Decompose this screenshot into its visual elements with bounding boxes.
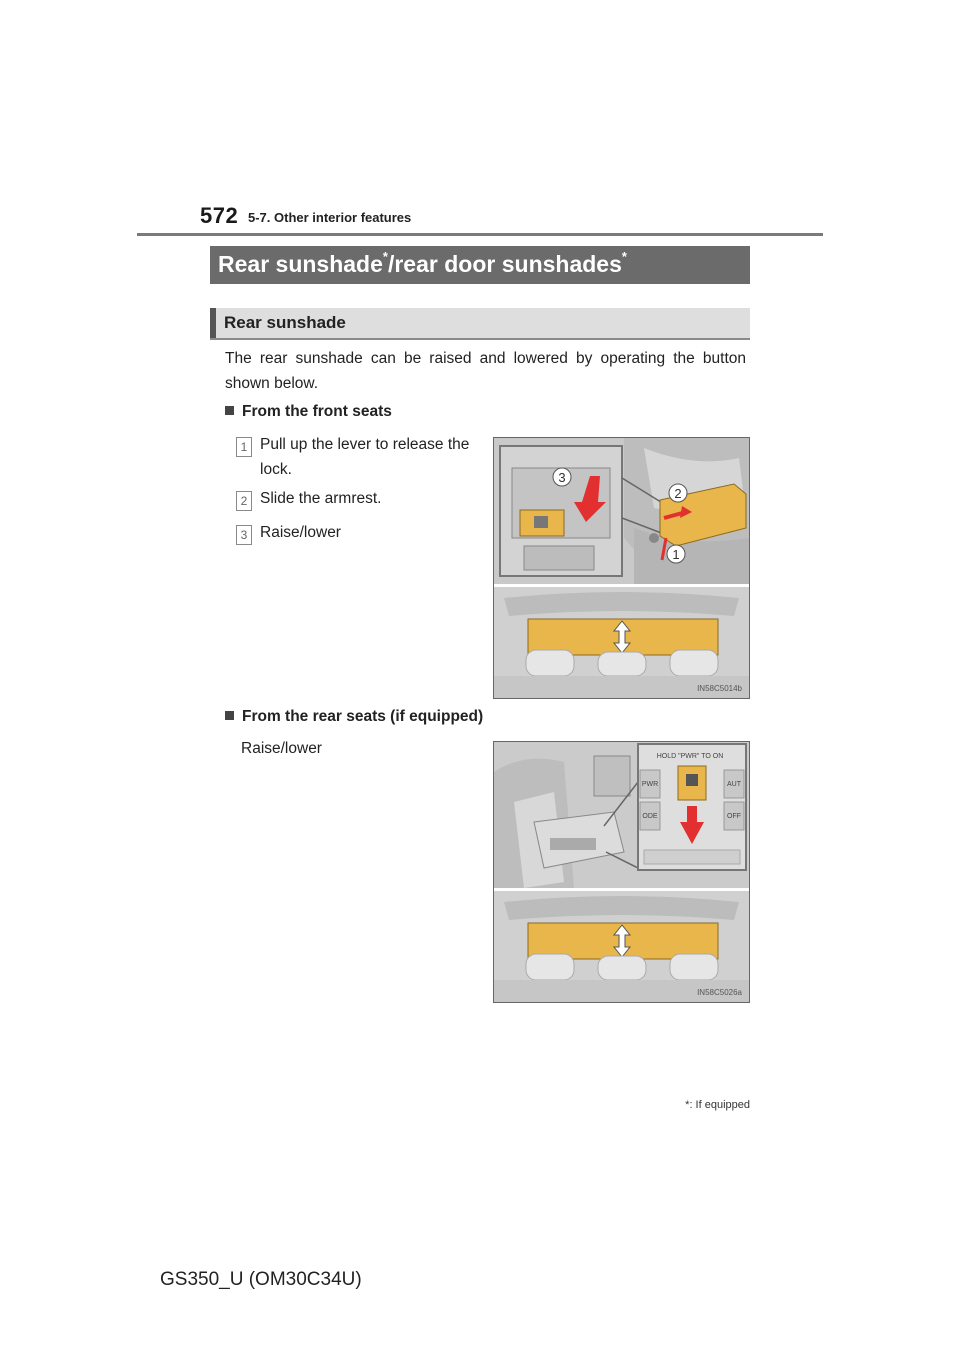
callout-2: 2 [674, 486, 682, 501]
rear-seats-illustration [494, 742, 749, 1002]
intro-paragraph: The rear sunshade can be raised and lowered by operating the button shown below. [225, 350, 746, 392]
footnote-text: : If equipped [689, 1099, 750, 1111]
subheading-bar [210, 308, 750, 340]
step-badge-3: 3 [236, 525, 252, 545]
rear-raise-lower-text: Raise/lower [241, 740, 322, 757]
rear-seats-heading-text: From the rear seats (if equipped) [242, 708, 484, 725]
callout-1: 1 [672, 547, 680, 562]
panel-button-off: OFF [727, 813, 741, 820]
callout-3: 3 [558, 470, 566, 485]
rear-seats-heading [225, 708, 483, 726]
page-title [218, 251, 627, 278]
panel-label: HOLD "PWR" TO ON [656, 753, 724, 760]
rear-seats-figure [493, 741, 750, 1003]
title-asterisk-1: * [382, 249, 388, 264]
step-badge-2: 2 [236, 491, 252, 511]
footnote [640, 1099, 750, 1111]
bullet-square-icon [225, 711, 234, 720]
bullet-square-icon [225, 406, 234, 415]
title-part1: Rear sunshade [218, 251, 383, 277]
front-seats-heading [225, 403, 392, 421]
front-seats-heading-text: From the front seats [242, 403, 392, 420]
title-bar [210, 246, 750, 284]
subheading: Rear sunshade [224, 313, 346, 332]
section-label: 5-7. Other interior features [248, 210, 412, 225]
front-seats-illustration [494, 438, 749, 698]
panel-button-pwr: PWR [641, 781, 659, 788]
page-number: 572 [200, 203, 239, 228]
title-asterisk-2: * [621, 249, 627, 264]
step-text-2: Slide the armrest. [260, 490, 382, 507]
header-rule [137, 233, 823, 236]
figure-code-1: IN58C5014b [697, 684, 742, 693]
front-seats-figure [493, 437, 750, 699]
footnote-asterisk: * [685, 1099, 690, 1111]
step-badge-1: 1 [236, 437, 252, 457]
model-code: GS350_U (OM30C34U) [160, 1269, 362, 1290]
title-part2: /rear door sunshades [387, 251, 622, 277]
step-text-1: Pull up the lever to release the lock. [260, 436, 470, 478]
step-text-3: Raise/lower [260, 524, 341, 541]
panel-button-mode: ODE [642, 813, 658, 820]
panel-button-auto: AUT [727, 781, 741, 788]
subheading-accent [210, 308, 216, 338]
figure-code-2: IN58C5026a [697, 988, 742, 997]
